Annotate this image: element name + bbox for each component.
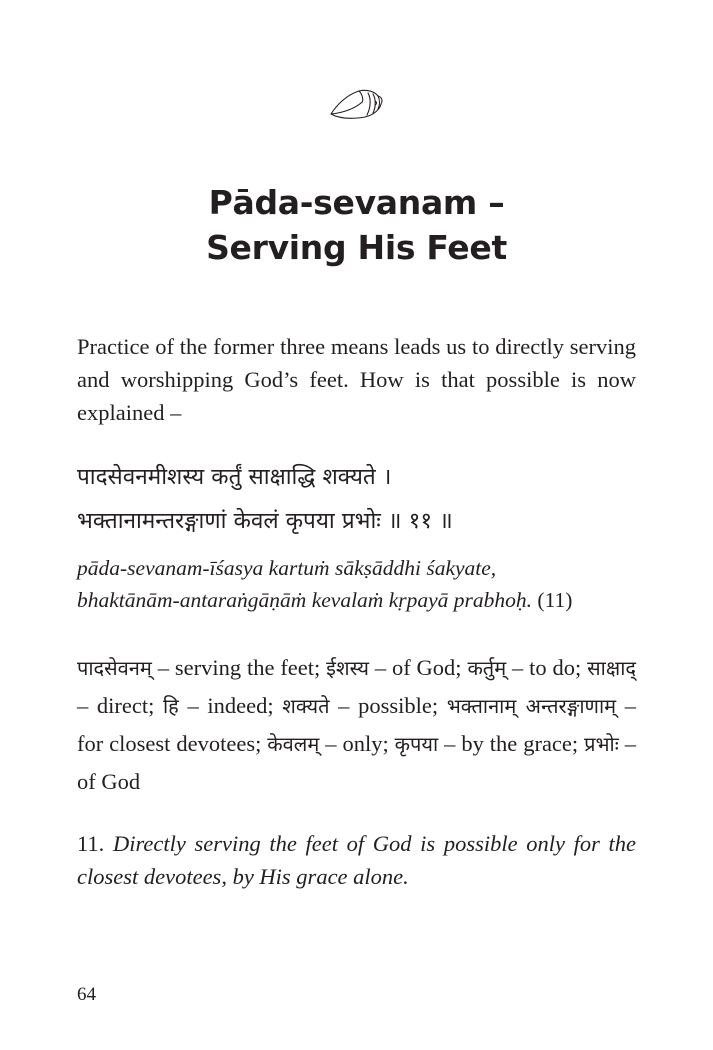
word-meaning: serving the feet; bbox=[174, 655, 327, 680]
chapter-title-line2: Serving His Feet bbox=[206, 228, 507, 267]
word-meaning: of God; bbox=[391, 655, 468, 680]
page-number: 64 bbox=[77, 984, 96, 1005]
word-separator: – bbox=[329, 693, 359, 718]
word-sanskrit: भक्तानाम् अन्तरङ्गाणाम् bbox=[446, 694, 617, 718]
conch-shell-icon bbox=[328, 86, 386, 122]
sanskrit-verse bbox=[77, 455, 677, 543]
word-separator: – bbox=[77, 693, 97, 718]
transliteration-line2 bbox=[77, 584, 657, 616]
word-sanskrit: शक्यते bbox=[282, 694, 330, 718]
word-sanskrit: प्रभोः bbox=[584, 732, 619, 756]
word-meaning: of God bbox=[77, 769, 141, 794]
transliteration-line1-text: pāda-sevanam-īśasya kartuṁ sākṣāddhi śakyate, bbox=[77, 556, 497, 580]
word-meaning: possible; bbox=[358, 693, 447, 718]
word-sanskrit: कर्तुम् bbox=[467, 656, 507, 680]
word-separator: – bbox=[438, 731, 462, 756]
word-meaning: to do; bbox=[529, 655, 588, 680]
word-separator: – bbox=[368, 655, 392, 680]
intro-paragraph: Practice of the former three means leads us to directly serving and worshipping God’s feet. How is that possible is now explained – bbox=[77, 334, 636, 425]
word-meaning: for closest devotees; bbox=[77, 731, 268, 756]
chapter-title-line1: Pāda-sevanam – bbox=[208, 183, 505, 222]
word-sanskrit: साक्षाद् bbox=[587, 656, 636, 680]
word-separator: – bbox=[618, 731, 636, 756]
verse-translation bbox=[77, 827, 636, 893]
sanskrit-verse-line2: भक्तानामन्तरङ्गाणां केवलं कृपया प्रभोः ॥ ११ ॥ bbox=[77, 508, 453, 534]
word-separator: – bbox=[616, 693, 637, 718]
word-sanskrit: कृपया bbox=[394, 732, 439, 756]
word-sanskrit: ईशस्य bbox=[326, 656, 369, 680]
verse-transliteration bbox=[77, 552, 657, 616]
transliteration-line2-text: bhaktānām-antaraṅgāṇāṁ kevalaṁ kṛpayā prabhoḥ. bbox=[77, 588, 533, 612]
verse-number: (11) bbox=[532, 588, 573, 612]
word-sanskrit: हि bbox=[163, 694, 179, 718]
chapter-title bbox=[0, 180, 713, 270]
word-meanings bbox=[77, 649, 636, 801]
word-separator: – bbox=[178, 693, 208, 718]
sanskrit-verse-line1: पादसेवनमीशस्य कर्तुं साक्षाद्धि शक्यते । bbox=[77, 464, 392, 490]
word-meaning: indeed; bbox=[207, 693, 283, 718]
word-meaning: by the grace; bbox=[461, 731, 585, 756]
word-separator: – bbox=[319, 731, 343, 756]
translation-number: 11. bbox=[77, 831, 113, 856]
word-separator: – bbox=[506, 655, 530, 680]
word-separator: – bbox=[151, 655, 175, 680]
word-meaning: only; bbox=[342, 731, 395, 756]
translation-text: Directly serving the feet of God is possible only for the closest devotees, by His grace alone. bbox=[77, 831, 637, 889]
transliteration-line1 bbox=[77, 552, 657, 584]
word-meaning: direct; bbox=[96, 693, 163, 718]
word-sanskrit: केवलम् bbox=[267, 732, 320, 756]
word-sanskrit: पादसेवनम् bbox=[77, 656, 152, 680]
